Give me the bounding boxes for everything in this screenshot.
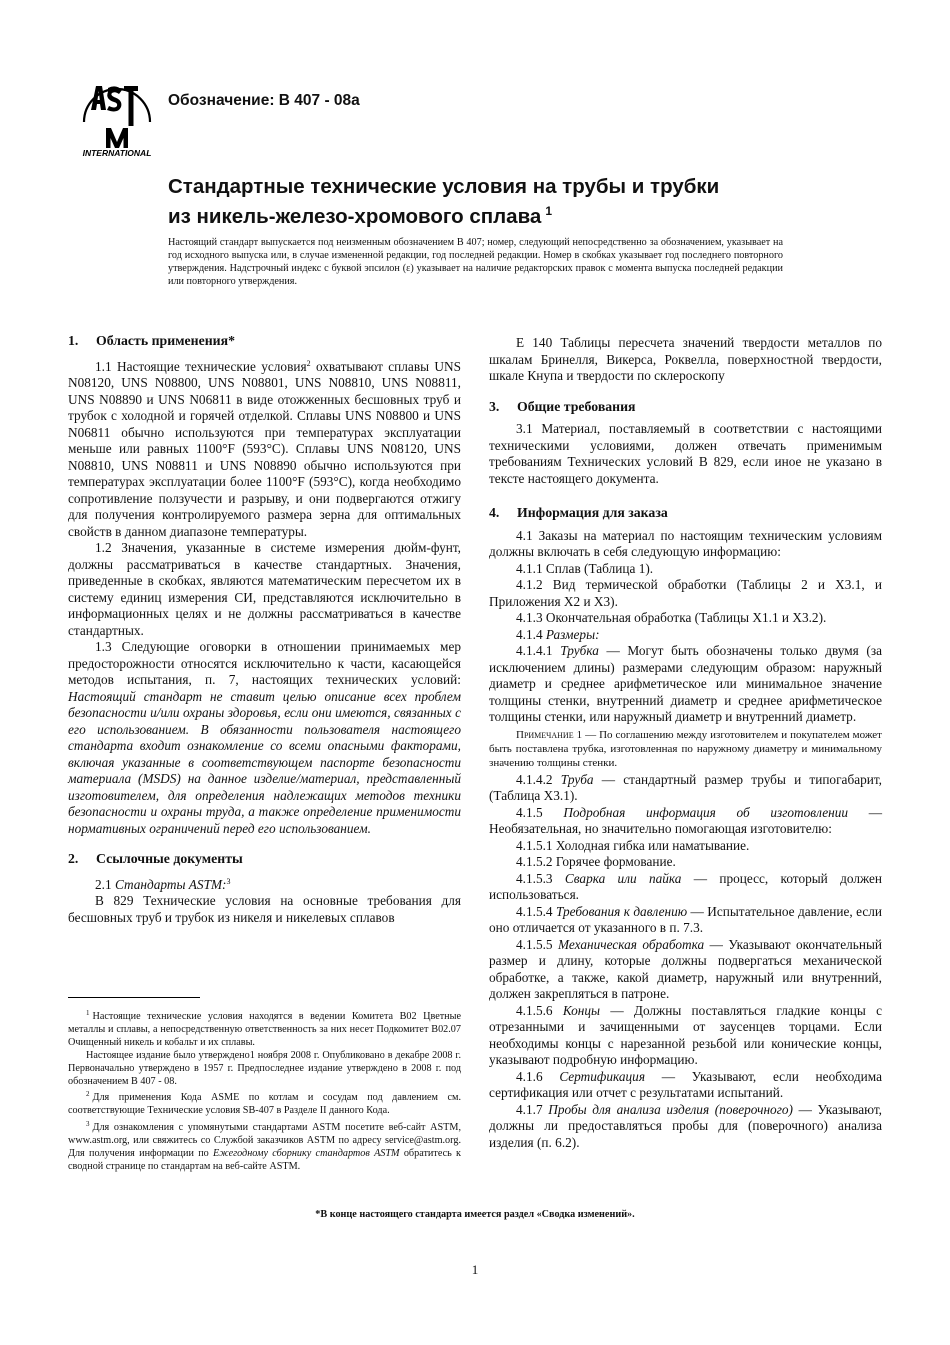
page-number: 1 (471, 1262, 479, 1277)
paragraph-4-1-3: 4.1.3 Окончательная обработка (Таблицы X1.1 и X3.2). (516, 610, 827, 625)
title-line-1: Стандартные технические условия на трубы и трубки (168, 175, 720, 198)
footnote-rule (68, 997, 200, 998)
paragraph-4-1-4: 4.1.4 Размеры: (516, 626, 600, 642)
paragraph-4-1-5: 4.1.5 Подробная информация об изготовлении — Необязательная, но значительно помогающая изготовителю: (489, 804, 883, 836)
document-title (168, 175, 868, 229)
paragraph-4-1-7: 4.1.7 Пробы для анализа изделия (поверочного) — Указывают, должны ли предоставляться пробы для (поверочного) анализа изделия (п. 6.2). (489, 1101, 883, 1150)
paragraph-1-3: 1.3 Следующие оговорки в отношении принимаемых мер предосторожности относятся исключительно к части, касающейся методов испытания, п. 7, настоящих технических условий: Настоящий стандарт не ставит целью описание всех проблем безопасности и/или охраны здоровья, если они имеются, связанных с его использованием. В обязанности пользователя настоящего стандарта входит ознакомление со всеми опасными факторами, включая указанные в соответствующем паспорте безопасности материала (MSDS) на данное изделие/материал, представленный изготовителем, для определения надлежащих методов техники безопасности и охраны труда, а также определение применимости нормативных ограничений перед его использованием. (68, 639, 461, 836)
note-1: Примечание 1 — По соглашению между изготовителем и покупателем может быть поставлена трубка, изготовленная по наружному диаметру и минимальному значению толщины стенки. (489, 728, 882, 769)
right-column (489, 335, 882, 1151)
paragraph-4-1-6: 4.1.6 Сертификация — Указывают, если необходима сертификация или отчет с результатами испытаний. (489, 1068, 882, 1100)
footnotes (68, 1007, 461, 1174)
title-line-2: из никель-железо-хромового сплава (168, 205, 542, 228)
section-4-heading: 4. Информация для заказа (489, 505, 668, 520)
paragraph-4-1-1: 4.1.1 Сплав (Таблица 1). (516, 560, 654, 576)
paragraph-3-1: 3.1 Материал, поставляемый в соответствии с настоящими техническими условиями, должен отвечать применимым требованиям Технических условий B 829, если иное не указано в тексте настоящего документа. (489, 421, 882, 486)
left-column (68, 333, 461, 926)
footnote-2: $^2$ Для применения Кода ASME по котлам и сосудам под давлением см. соответствующие Технические условия SB-407 в Разделе II данного Кода. (68, 1090, 461, 1117)
footnote-1: $^1$ Настоящие технические условия находятся в ведении Комитета B02 Цветные металлы и сплавы, а непосредственную ответственность за них несет Подкомитет B02.07 Очищенный никель и кобальт и их сплавы. (68, 1009, 461, 1048)
paragraph-4-1-5-1: 4.1.5.1 Холодная гибка или наматывание. (516, 837, 750, 853)
designation: Обозначение: B 407 - 08a (168, 92, 360, 109)
paragraph-4-1-4-2: 4.1.4.2 Труба — стандартный размер трубы и типогабарит, (Таблица X3.1). (489, 771, 883, 803)
title-footnote-ref: 1 (545, 204, 552, 218)
paragraph-2-1: 2.1 Стандарты ASTM:$^3$ (95, 876, 231, 892)
paragraph-4-1-5-5: 4.1.5.5 Механическая обработка — Указывают окончательный размер и длину, которые должны подвергаться механической обработке, а также, какой диаметр, наружный или внутренний, должен закрепляться в патроне. (489, 936, 882, 1001)
summary-note: *В конце настоящего стандарта имеется раздел «Сводка изменений». (315, 1209, 635, 1220)
logo-subtext: INTERNATIONAL (82, 148, 152, 158)
intro-paragraph: Настоящий стандарт выпускается под неизменным обозначением B 407; номер, следующий непосредственно за обозначением, указывает на год исходного выпуска или, в случае измененной редакции, год последней редакции. Номер в скобках указывает год последнего повторного утверждения. Надстрочный индекс с буквой эпсилон (ε) указывает на наличие редакторских правок с момента выпуска последней редакции или повторного утверждения. (168, 237, 783, 287)
paragraph-4-1-5-2: 4.1.5.2 Горячее формование. (516, 854, 676, 869)
paragraph-1-2: 1.2 Значения, указанные в системе измерения дюйм-фунт, должны рассматриваться в качестве стандартных. Значения, приведенные в скобках, являются математическим пересчетом их в систему единиц измерения СИ, представляются исключительно в информационных целях и не должны рассматриваться в качестве стандартных. (68, 540, 461, 638)
reference-e140: E 140 Таблицы пересчета значений твердости металлов по шкалам Бринелля, Викерса, Роквелла, поверхностной твердости, шкале Кнупа и твердости по склероскопу (489, 335, 882, 383)
paragraph-4-1: 4.1 Заказы на материал по настоящим техническим условиям должны включать в себя следующую информацию: (489, 527, 882, 559)
paragraph-4-1-5-6: 4.1.5.6 Концы — Должны поставляться гладкие концы с отрезанными и зачищенными от заусенцев торцами. Если необходимы концы с нарезанной резьбой или конические концы, указывают подробную информацию. (489, 1002, 882, 1067)
paragraph-4-1-5-4: 4.1.5.4 Требования к давлению — Испытательное давление, если оно отличается от указанного в п. 7.3. (489, 903, 882, 935)
section-1-heading: 1. Область применения* (68, 333, 235, 348)
paragraph-4-1-2: 4.1.2 Вид термической обработки (Таблицы 2 и X3.1, и Приложения X2 и X3). (489, 577, 882, 609)
astm-logo (76, 82, 158, 158)
paragraph-4-1-5-3: 4.1.5.3 Сварка или пайка — процесс, который должен использоваться. (489, 870, 882, 902)
paragraph-1-1: 1.1 Настоящие технические условия$^2$ охватывают сплавы UNS N08120, UNS N08800, UNS N08801, UNS N08810, UNS N08811, UNS N08890 и UNS N06811 в виде отожженных бесшовных труб и трубок с холодной и горячей отделкой. Сплавы UNS N08800 и UNS N06811 обычно используются при температурах эксплуатации меньше или равных 1100°F (593°C). Сплавы UNS N08120, UNS N08810, UNS N08811 и UNS N08890 обычно используются при температурах эксплуатации более 1100°F (593°C), когда необходимо сопротивление ползучести и разрыву, и они подвергаются отжигу для получения контролируемого размера зерна для оптимальных свойств в данном диапазоне температуры. (68, 358, 461, 539)
footnote-1-approval: Настоящее издание было утверждено1 ноября 2008 г. Опубликовано в декабре 2008 г. Первоначально утверждено в 1957 г. Предпоследнее издание утверждено в 2008 г. под обозначением B 407 - 08. (68, 1049, 461, 1087)
reference-b829: B 829 Технические условия на основные требования для бесшовных труб и трубок из никеля и никелевых сплавов (68, 893, 461, 925)
footnote-3: $^3$ Для ознакомления с упомянутыми стандартами ASTM посетите веб-сайт ASTM, www.astm.org, или свяжитесь со Службой заказчиков ASTM по адресу service@astm.org. Для получения информации по Ежегодному сборнику стандартов ASTM обратитесь к сводной странице по стандартам на веб-сайте ASTM. (68, 1120, 461, 1172)
section-3-heading: 3. Общие требования (489, 398, 636, 414)
section-2-heading: 2. Ссылочные документы (68, 851, 243, 866)
paragraph-4-1-4-1: 4.1.4.1 Трубка — Могут быть обозначены только двумя (за исключением длины) размерами следующим образом: наружный диаметр и среднее арифметическое или минимальное значение толщины стенки, внутренний диаметр и среднее арифметическое толщины стенки, или наружный диаметр и внутренний диаметр. (489, 643, 882, 724)
